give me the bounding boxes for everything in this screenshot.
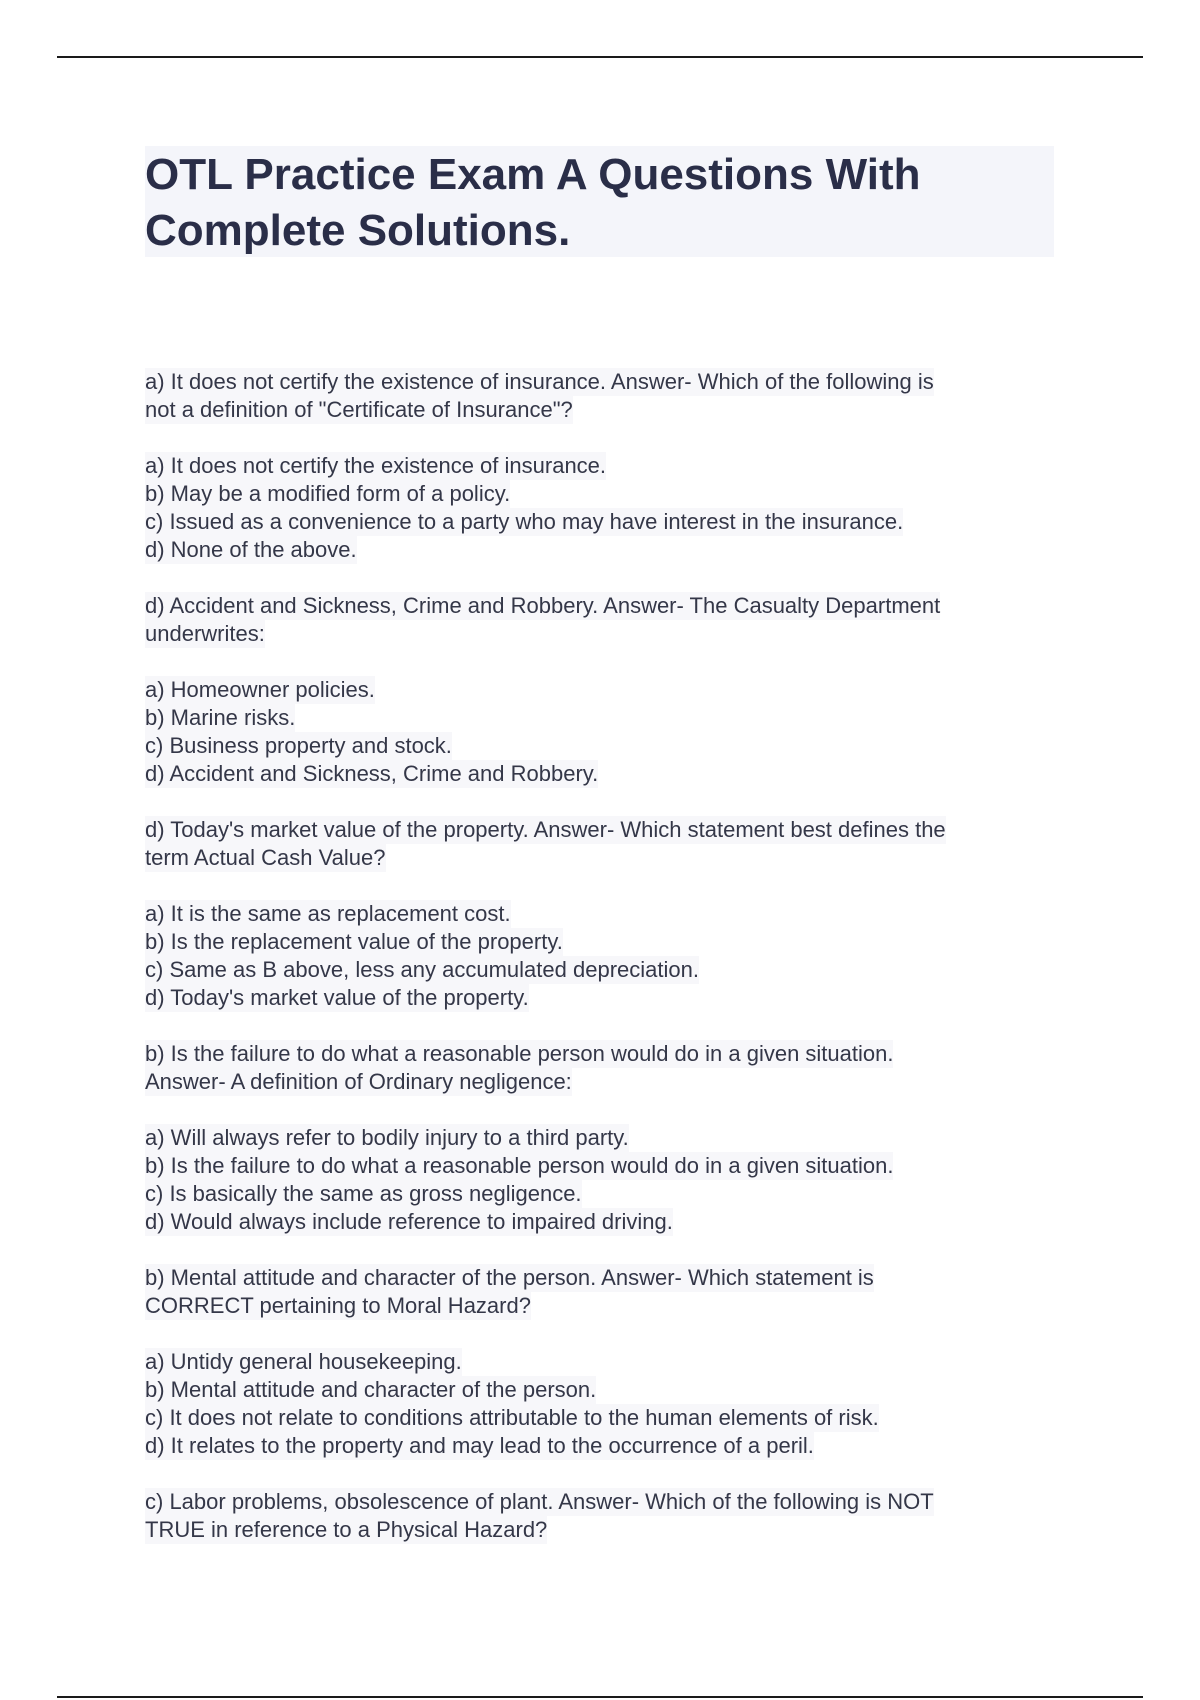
options-block xyxy=(145,1124,1045,1236)
option-line: c) Same as B above, less any accumulated depreciation. xyxy=(145,957,699,982)
option-line: c) It does not relate to conditions attributable to the human elements of risk. xyxy=(145,1405,879,1430)
options-block xyxy=(145,676,1045,788)
option-line: c) Issued as a convenience to a party who may have interest in the insurance. xyxy=(145,509,904,534)
title-box xyxy=(145,146,1054,257)
question-line: not a definition of "Certificate of Insurance"? xyxy=(145,397,573,422)
options-block xyxy=(145,452,1045,564)
question-line: d) Accident and Sickness, Crime and Robbery. Answer- The Casualty Department xyxy=(145,593,941,618)
option-line: b) May be a modified form of a policy. xyxy=(145,481,511,506)
option-line: c) Business property and stock. xyxy=(145,733,452,758)
option-line: a) It does not certify the existence of insurance. xyxy=(145,453,607,478)
question-line: d) Today's market value of the property. Answer- Which statement best defines the xyxy=(145,817,946,842)
option-line: d) It relates to the property and may lead to the occurrence of a peril. xyxy=(145,1433,814,1458)
question-line: a) It does not certify the existence of insurance. Answer- Which of the following is xyxy=(145,369,934,394)
title-line-2: Complete Solutions. xyxy=(145,206,571,255)
question-block xyxy=(145,1264,1045,1320)
option-line: d) Accident and Sickness, Crime and Robbery. xyxy=(145,761,599,786)
options-block xyxy=(145,900,1045,1012)
bottom-rule xyxy=(57,1696,1143,1698)
question-block xyxy=(145,368,1045,424)
option-line: a) It is the same as replacement cost. xyxy=(145,901,511,926)
question-line: c) Labor problems, obsolescence of plant. Answer- Which of the following is NOT xyxy=(145,1489,934,1514)
question-line: b) Mental attitude and character of the person. Answer- Which statement is xyxy=(145,1265,874,1290)
options-block xyxy=(145,1348,1045,1460)
option-line: c) Is basically the same as gross negligence. xyxy=(145,1181,582,1206)
question-line: underwrites: xyxy=(145,621,265,646)
option-line: a) Untidy general housekeeping. xyxy=(145,1349,462,1374)
question-block xyxy=(145,1488,1045,1544)
option-line: a) Will always refer to bodily injury to a third party. xyxy=(145,1125,629,1150)
question-line: TRUE in reference to a Physical Hazard? xyxy=(145,1517,548,1542)
option-line: b) Mental attitude and character of the person. xyxy=(145,1377,597,1402)
title-line-1: OTL Practice Exam A Questions With xyxy=(145,150,921,199)
question-block xyxy=(145,1040,1045,1096)
document-body xyxy=(145,368,1045,1572)
option-line: b) Is the replacement value of the property. xyxy=(145,929,563,954)
option-line: d) None of the above. xyxy=(145,537,357,562)
question-line: b) Is the failure to do what a reasonable person would do in a given situation. xyxy=(145,1041,894,1066)
option-line: a) Homeowner policies. xyxy=(145,677,375,702)
option-line: d) Would always include reference to impaired driving. xyxy=(145,1209,673,1234)
top-rule xyxy=(57,56,1143,58)
question-line: Answer- A definition of Ordinary negligence: xyxy=(145,1069,572,1094)
option-line: b) Is the failure to do what a reasonable person would do in a given situation. xyxy=(145,1153,894,1178)
option-line: d) Today's market value of the property. xyxy=(145,985,529,1010)
option-line: b) Marine risks. xyxy=(145,705,296,730)
question-block xyxy=(145,816,1045,872)
question-block xyxy=(145,592,1045,648)
page-title xyxy=(145,147,1054,259)
question-line: term Actual Cash Value? xyxy=(145,845,386,870)
question-line: CORRECT pertaining to Moral Hazard? xyxy=(145,1293,531,1318)
